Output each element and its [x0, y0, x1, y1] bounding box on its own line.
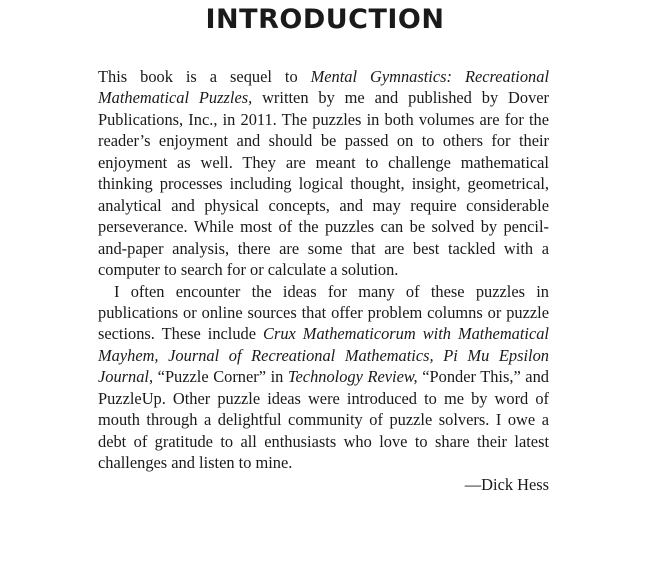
paragraph-2-text-c: “Ponder This,” and PuzzleUp. Other puzzle ideas were introduced to me by word of mouth through a delightful community of puzzle solvers. I owe a debt of gratitude to all enthusiasts who love to share their latest challenges and listen to mine. [98, 367, 549, 473]
paragraph-2-text-b: “Puzzle Corner” in [153, 367, 288, 387]
publication-list: Crux Mathematicorum with Mathematical Mayhem, Journal of Recreational Mathematics, Pi Mu Epsilon Journal, [98, 324, 549, 387]
paragraph-1-text-a: This book is a sequel to [98, 67, 311, 86]
publication-technology-review: Technology Review, [287, 367, 418, 387]
author-signature: —Dick Hess [464, 474, 549, 494]
page-title: INTRODUCTION [205, 4, 445, 35]
paragraph-1-text-b: written by me and published by Dover Publications, Inc., in 2011. The puzzles in both volumes are for the reader’s enjoyment and should be passed on to others for their enjoyment as well. They are meant to challenge mathematical thinking processes including logical thought, insight, geometrical, analytical and physical concepts, and may require considerable perseverance. While most of the puzzles can be solved by pencil-and-paper analysis, there are some that are best tackled with a computer to search for or calculate a solution. [98, 88, 550, 280]
body-text [98, 66, 549, 495]
paragraph-1 [98, 66, 549, 281]
paragraph-2-text-a: I often encounter the ideas for many of these puzzles in publications or online sources that offer problem columns or puzzle sections. These include [98, 281, 549, 344]
paragraph-2 [98, 281, 549, 474]
book-title-mental-gymnastics: Mental Gymnastics: Recreational Mathematical Puzzles, [98, 67, 549, 108]
